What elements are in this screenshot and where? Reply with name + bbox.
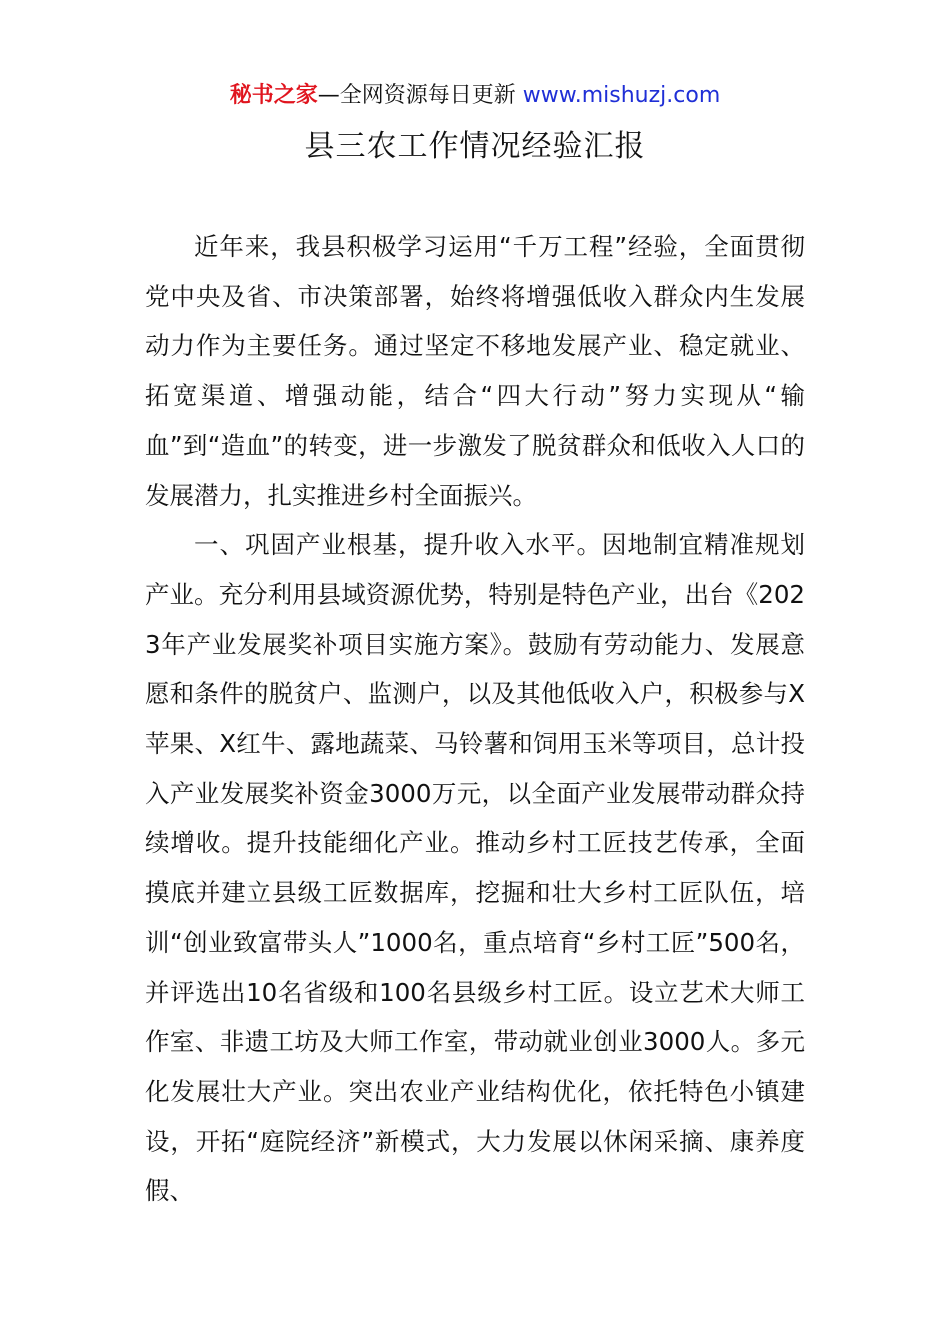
- document-title: 县三农工作情况经验汇报: [304, 129, 646, 164]
- document-body: [145, 222, 805, 1216]
- site-url-link[interactable]: www.mishuzj.com: [522, 83, 721, 108]
- site-slogan: —全网资源每日更新: [317, 83, 516, 108]
- site-brand: 秘书之家: [229, 83, 318, 108]
- section-one-paragraph: 一、巩固产业根基，提升收入水平。因地制宜精准规划产业。充分利用县域资源优势，特别是特色产业，出台《2023年产业发展奖补项目实施方案》。鼓励有劳动能力、发展意愿和条件的脱贫户、监测户，以及其他低收入户，积极参与X苹果、X红牛、露地蔬菜、马铃薯和饲用玉米等项目，总计投入产业发展奖补资金3000万元，以全面产业发展带动群众持续增收。提升技能细化产业。推动乡村工匠技艺传承，全面摸底并建立县级工匠数据库，挖掘和壮大乡村工匠队伍，培训“创业致富带头人”1000名，重点培育“乡村工匠”500名，并评选出10名省级和100名县级乡村工匠。设立艺术大师工作室、非遗工坊及大师工作室，带动就业创业3000人。多元化发展壮大产业。突出农业产业结构优化，依托特色小镇建设，开拓“庭院经济”新模式，大力发展以休闲采摘、康养度假、: [145, 530, 805, 1206]
- intro-paragraph: 近年来，我县积极学习运用“千万工程”经验，全面贯彻党中央及省、市决策部署，始终将增强低收入群众内生发展动力作为主要任务。通过坚定不移地发展产业、稳定就业、拓宽渠道、增强动能，结合“四大行动”努力实现从“输血”到“造血”的转变，进一步激发了脱贫群众和低收入人口的发展潜力，扎实推进乡村全面振兴。: [145, 232, 805, 510]
- site-header: [0, 78, 950, 114]
